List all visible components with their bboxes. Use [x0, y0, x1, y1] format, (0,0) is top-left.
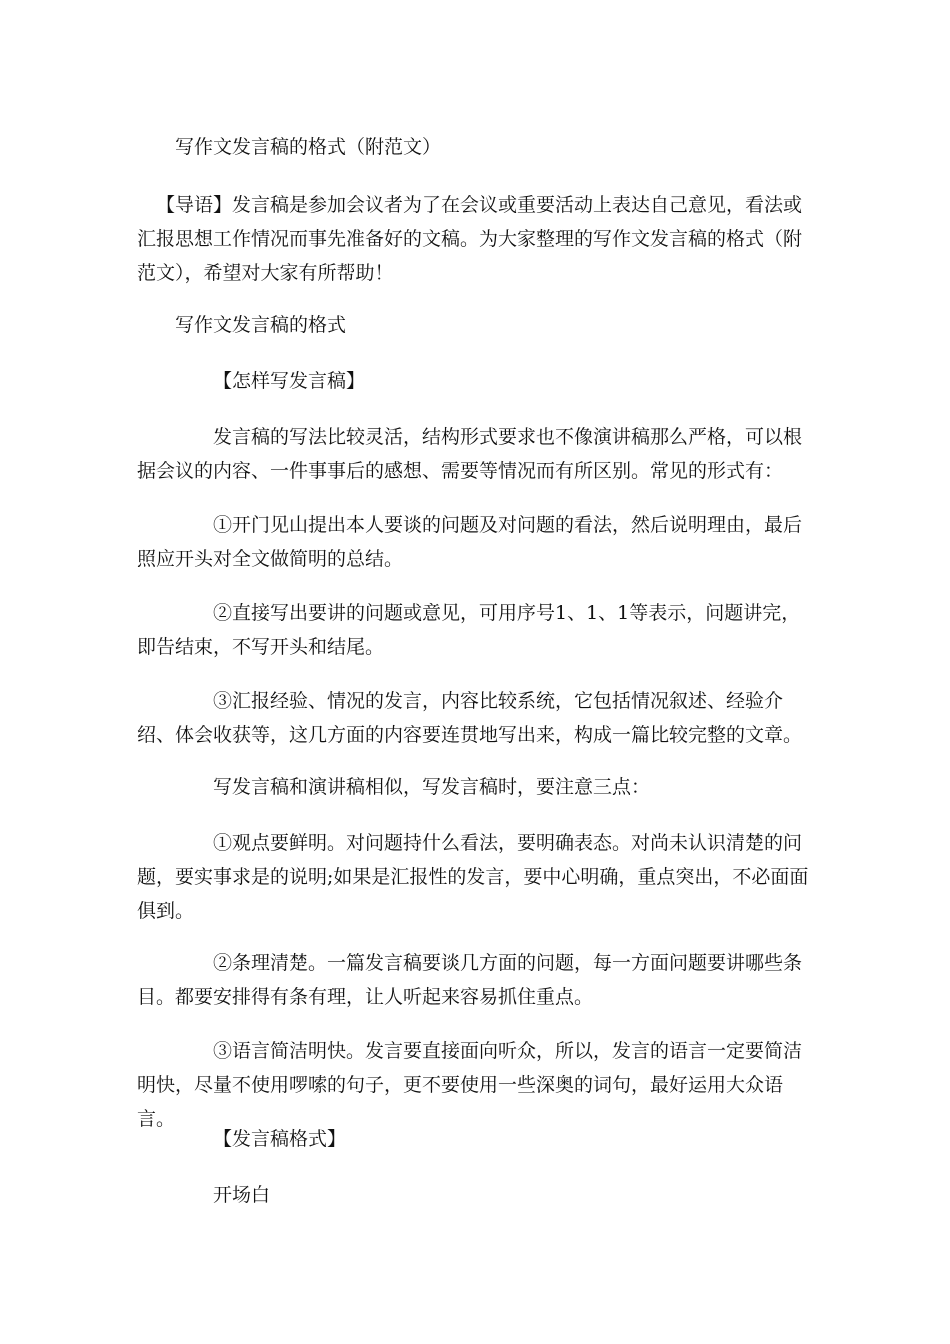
form-item-2: ②直接写出要讲的问题或意见，可用序号1、1、1等表示，问题讲完，即告结束，不写开头和结尾。	[137, 602, 801, 658]
document-title: 写作文发言稿的格式（附范文）	[175, 136, 442, 158]
intro-paragraph: 【导语】发言稿是参加会议者为了在会议或重要活动上表达自己意见，看法或汇报思想工作情况而事先准备好的文稿。为大家整理的写作文发言稿的格式（附范文），希望对大家有所帮助！	[137, 194, 803, 284]
format-heading: 【发言稿格式】	[213, 1128, 347, 1150]
form-item-3: ③汇报经验、情况的发言，内容比较系统，它包括情况叙述、经验介绍、体会收获等，这几方面的内容要连贯地写出来，构成一篇比较完整的文章。	[137, 690, 803, 746]
note-item-2: ②条理清楚。一篇发言稿要谈几方面的问题，每一方面问题要讲哪些条目。都要安排得有条有理，让人听起来容易抓住重点。	[137, 952, 803, 1008]
form-item-1: ①开门见山提出本人要谈的问题及对问题的看法，然后说明理由，最后照应开头对全文做简明的总结。	[137, 514, 803, 570]
note-item-1: ①观点要鲜明。对问题持什么看法，要明确表态。对尚未认识清楚的问题，要实事求是的说明;如果是汇报性的发言，要中心明确，重点突出，不必面面俱到。	[137, 832, 809, 922]
notes-intro: 写发言稿和演讲稿相似，写发言稿时，要注意三点：	[213, 776, 651, 798]
how-to-write-paragraph: 发言稿的写法比较灵活，结构形式要求也不像演讲稿那么严格，可以根据会议的内容、一件事事后的感想、需要等情况而有所区别。常见的形式有：	[137, 426, 803, 482]
section-heading: 写作文发言稿的格式	[175, 314, 347, 336]
opening-label: 开场白	[213, 1184, 271, 1206]
note-item-3: ③语言简洁明快。发言要直接面向听众，所以，发言的语言一定要简洁明快，尽量不使用啰嗦的句子，更不要使用一些深奥的词句，最好运用大众语言。	[137, 1040, 803, 1130]
how-to-write-heading: 【怎样写发言稿】	[213, 370, 366, 392]
